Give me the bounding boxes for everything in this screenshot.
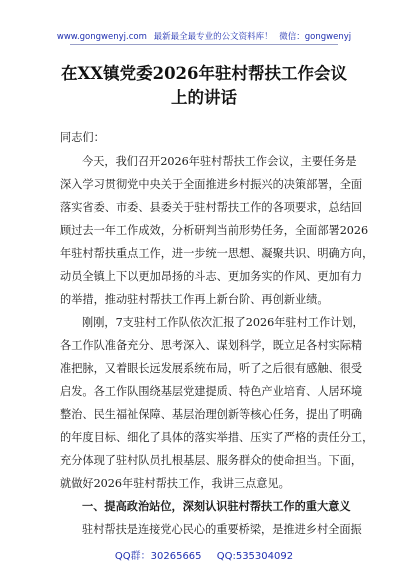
body-line: 启发。各工作队围绕基层党建提质、特色产业培育、人居环境 <box>60 385 363 398</box>
body-line: 整治、民生福祉保障、基层治理创新等核心任务，提出了明确 <box>60 408 363 421</box>
site-tagline: 最新最全最专业的公文资料库！ <box>153 32 273 42</box>
title-line-1: 在XX镇党委2026年驻村帮扶工作会议 <box>60 64 348 83</box>
site-url[interactable]: www.gongwenyj.com <box>56 32 147 42</box>
body-line: 的举措，推动驻村帮扶工作再上新台阶、再创新业绩。 <box>60 293 329 306</box>
body-line: 驻村帮扶是连接党心民心的重要桥梁，是推进乡村全面振 <box>82 523 362 536</box>
qq-group: QQ群：30265665 <box>114 551 202 562</box>
body-line: 刚刚，7支驻村工作队依次汇报了2026年驻村工作计划， <box>82 316 364 329</box>
body-line: 年驻村帮扶重点工作，进一步统一思想、凝聚共识、明确方向， <box>60 247 374 260</box>
body-line: 顾过去一年工作成效，分析研判当前形势任务，全面部署2026 <box>60 224 369 237</box>
header-divider <box>70 44 338 45</box>
body-line: 准把脉，又着眼长远发展系统布局，听了之后很有感触、很受 <box>60 362 363 375</box>
body-line: 动员全镇上下以更加昂扬的斗志、更加务实的作风、更加有力 <box>60 270 363 283</box>
body-line: 深入学习贯彻党中央关于全面推进乡村振兴的决策部署，全面 <box>60 178 363 191</box>
section-heading: 一、提高政治站位，深刻认识驻村帮扶工作的重大意义 <box>82 499 351 513</box>
site-footer <box>0 547 408 562</box>
document-title <box>40 62 368 110</box>
body-line: 今天，我们召开2026年驻村帮扶工作会议，主要任务是 <box>82 155 357 168</box>
title-line-2: 上的讲话 <box>171 88 237 107</box>
body-line: 落实省委、市委、县委关于驻村帮扶工作的各项要求，总结回 <box>60 201 363 214</box>
body-line: 各工作队准备充分、思考深入、谋划科学，既立足各村实际精 <box>60 339 363 352</box>
salutation: 同志们： <box>60 131 105 144</box>
body-line: 就做好2026年驻村帮扶工作，我讲三点意见。 <box>60 477 290 490</box>
body-line: 充分体现了驻村队员扎根基层、服务群众的使命担当。下面， <box>60 454 363 467</box>
site-header <box>0 30 408 42</box>
body-line: 的年度目标、细化了具体的落实举措、压实了严格的责任分工， <box>60 431 374 444</box>
wechat-id: 微信：gongwenyj <box>279 32 352 42</box>
qq-contact: QQ:535304092 <box>216 551 294 562</box>
